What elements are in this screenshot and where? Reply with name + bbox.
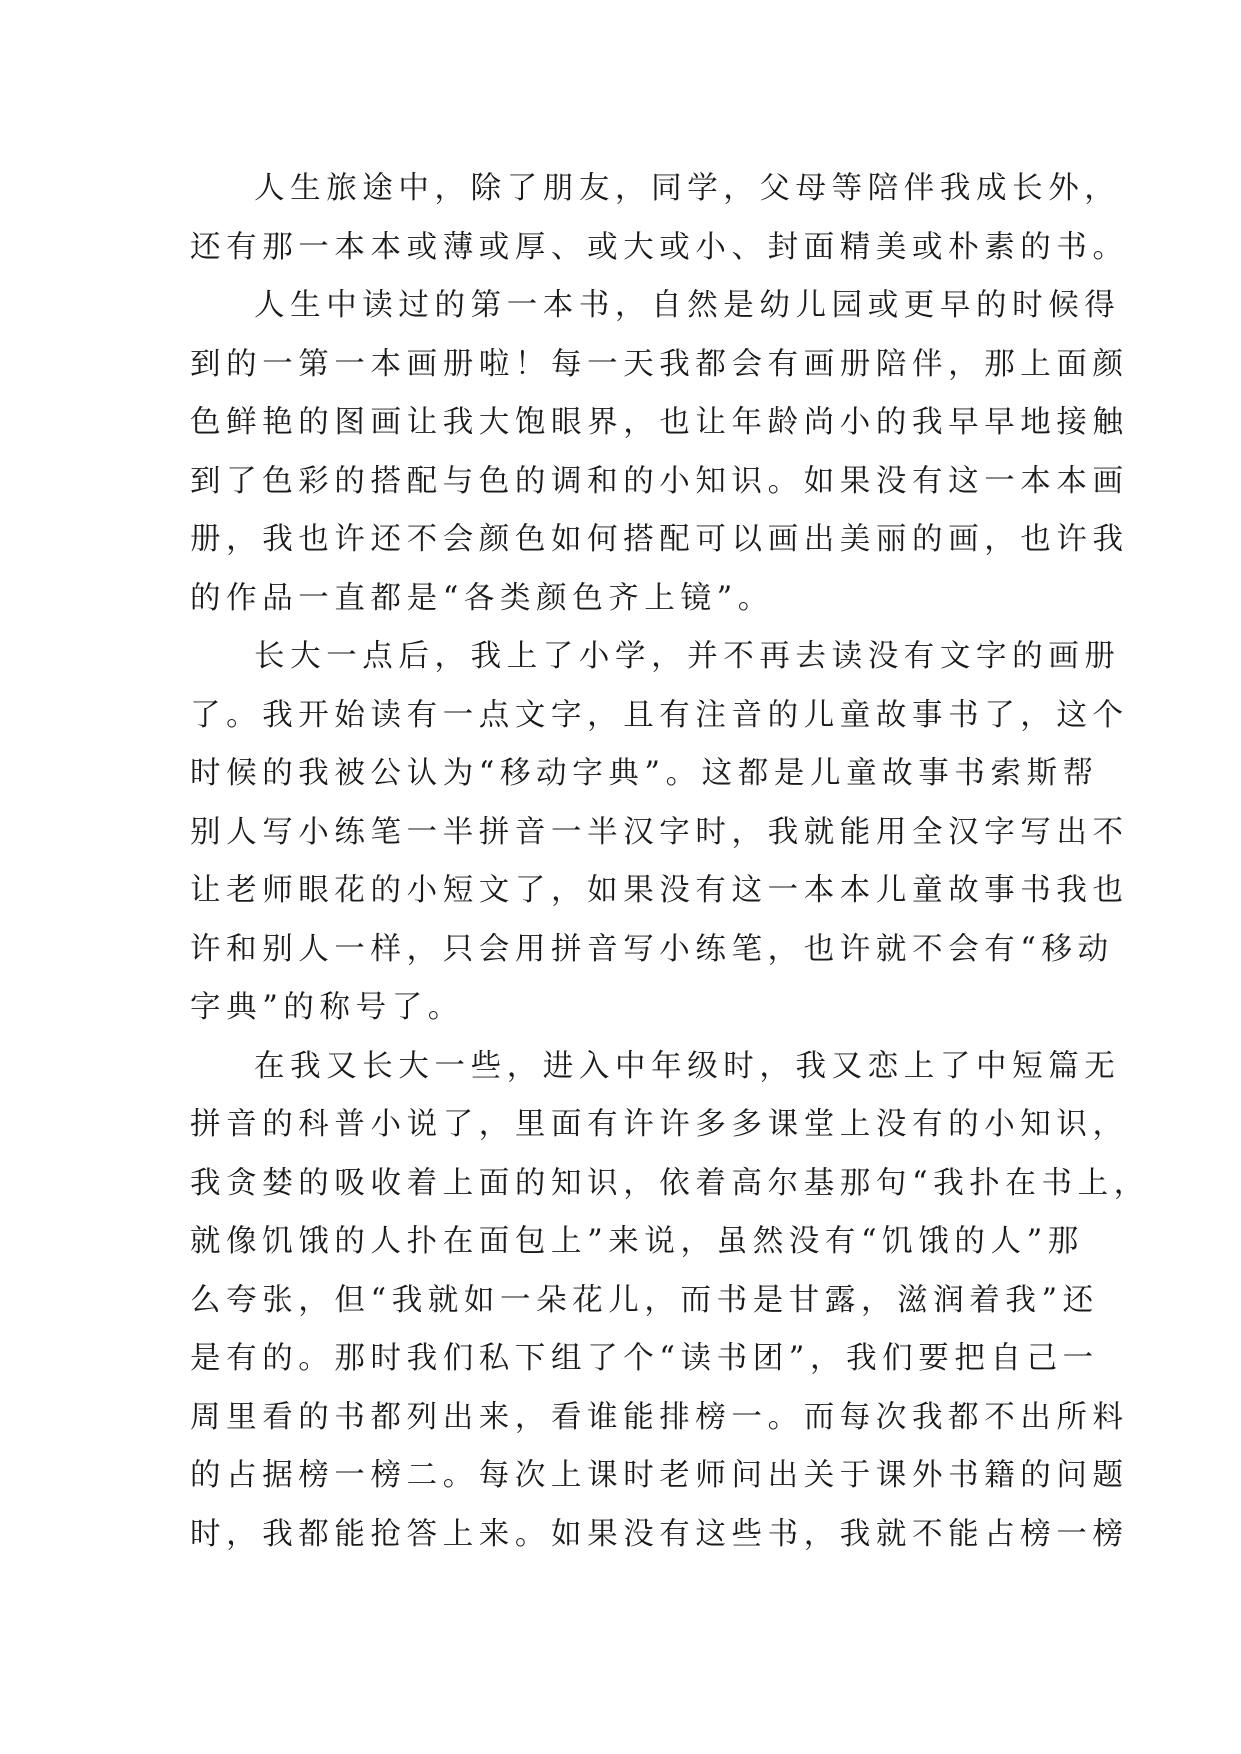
text-line: 了。我开始读有一点文字，且有注音的儿童故事书了，这个: [190, 697, 1129, 733]
text-line: 周里看的书都列出来，看谁能排榜一。而每次我都不出所料: [190, 1399, 1129, 1435]
text-line: 到了色彩的搭配与色的调和的小知识。如果没有这一本本画: [190, 463, 1129, 499]
text-line: 册，我也许还不会颜色如何搭配可以画出美丽的画，也许我: [190, 522, 1129, 557]
text-line: 还有那一本本或薄或厚、或大或小、封面精美或朴素的书。: [190, 229, 1129, 265]
text-line: 长大一点后，我上了小学，并不再去读没有文字的画册: [254, 639, 1121, 674]
text-line: 拼音的科普小说了，里面有许许多多课堂上没有的小知识，: [190, 1107, 1129, 1142]
paragraph-1: [190, 160, 1129, 277]
essay-body: [190, 160, 1150, 1564]
text-line: 时候的我被公认为“移动字典”。这都是儿童故事书索斯帮: [190, 756, 1099, 791]
text-line: 的占据榜一榜二。每次上课时老师问出关于课外书籍的问题: [190, 1458, 1129, 1493]
text-line: 到的一第一本画册啦！每一天我都会有画册陪伴，那上面颜: [190, 346, 1129, 382]
text-line: 人生中读过的第一本书，自然是幼儿园或更早的时候得: [254, 288, 1121, 323]
text-line: 在我又长大一些，进入中年级时，我又恋上了中短篇无: [254, 1048, 1121, 1084]
paragraph-4: [190, 1038, 1150, 1565]
text-line: 的作品一直都是“各类颜色齐上镜”。: [190, 580, 774, 616]
text-line: 别人写小练笔一半拼音一半汉字时，我就能用全汉字写出不: [190, 814, 1129, 850]
paragraph-3: [190, 628, 1129, 1038]
text-line: 么夸张，但“我就如一朵花儿，而书是甘露，滋润着我”还: [190, 1282, 1099, 1318]
text-line: 色鲜艳的图画让我大饱眼界，也让年龄尚小的我早早地接触: [190, 405, 1129, 440]
text-line: 字典”的称号了。: [190, 990, 464, 1025]
text-line: 时，我都能抢答上来。如果没有这些书，我就不能占榜一榜: [190, 1516, 1129, 1552]
text-line: 是有的。那时我们私下组了个“读书团”，我们要把自己一: [190, 1341, 1099, 1376]
text-line: 许和别人一样，只会用拼音写小练笔，也许就不会有“移动: [190, 931, 1114, 967]
text-line: 让老师眼花的小短文了，如果没有这一本本儿童故事书我也: [190, 873, 1129, 908]
text-line: 就像饥饿的人扑在面包上”来说，虽然没有“饥饿的人”那: [190, 1224, 1084, 1259]
paragraph-2: [190, 277, 1129, 628]
text-line: 我贪婪的吸收着上面的知识，依着高尔基那句“我扑在书上，: [190, 1165, 1150, 1201]
text-line: 人生旅途中，除了朋友，同学，父母等陪伴我成长外，: [254, 171, 1121, 206]
